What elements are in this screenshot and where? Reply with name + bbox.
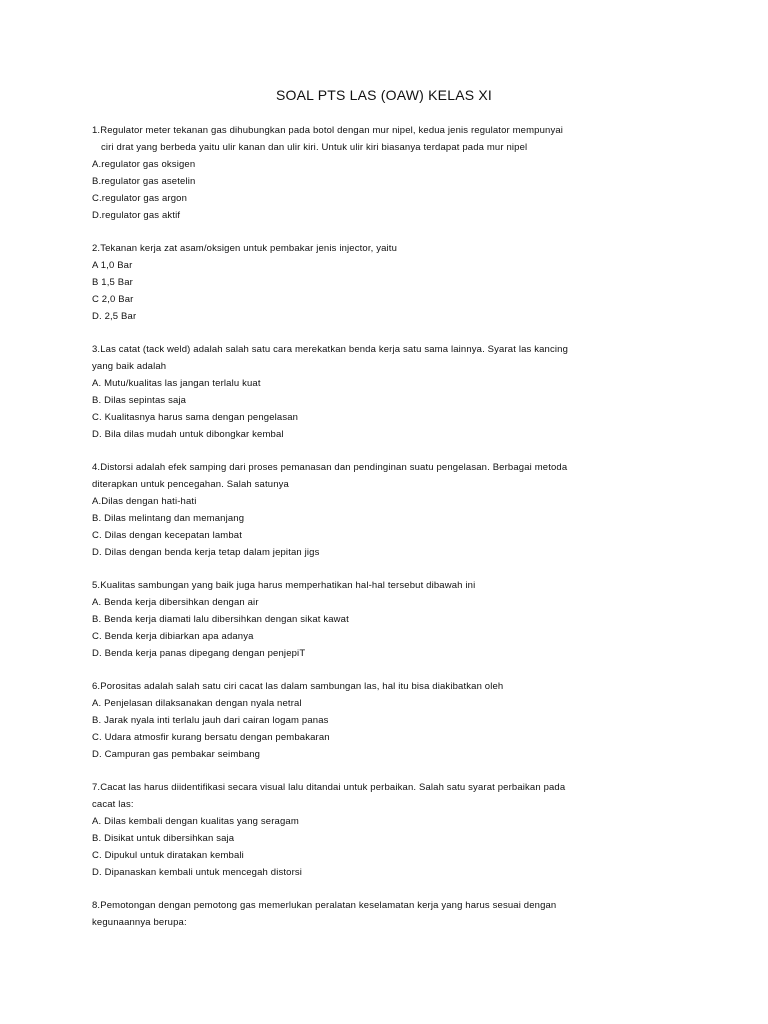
answer-option: A. Benda kerja dibersihkan dengan air: [92, 597, 259, 608]
question-6: [92, 678, 692, 763]
question-text: yang baik adalah: [92, 361, 167, 372]
answer-option: A.regulator gas oksigen: [92, 159, 196, 170]
answer-option: B. Disikat untuk dibersihkan saja: [92, 833, 235, 844]
question-7: [92, 779, 692, 881]
answer-option: B.regulator gas asetelin: [92, 176, 196, 187]
question-1: [92, 122, 692, 224]
answer-option: C 2,0 Bar: [92, 294, 134, 305]
answer-option: B. Benda kerja diamati lalu dibersihkan dengan sikat kawat: [92, 614, 349, 625]
question-text: 4.Distorsi adalah efek samping dari proses pemanasan dan pendinginan suatu pengelasan. Berbagai metoda: [92, 462, 568, 473]
answer-option: D. Dilas dengan benda kerja tetap dalam jepitan jigs: [92, 547, 320, 558]
answer-option: C. Benda kerja dibiarkan apa adanya: [92, 631, 254, 642]
answer-option: D. 2,5 Bar: [92, 311, 137, 322]
answer-option: B. Dilas sepintas saja: [92, 395, 187, 406]
question-text: 5.Kualitas sambungan yang baik juga harus memperhatikan hal-hal tersebut dibawah ini: [92, 580, 476, 591]
answer-option: B. Jarak nyala inti terlalu jauh dari cairan logam panas: [92, 715, 329, 726]
question-5: [92, 577, 692, 662]
question-3: [92, 341, 692, 443]
question-text: 6.Porositas adalah salah satu ciri cacat las dalam sambungan las, hal itu bisa diakibatkan oleh: [92, 681, 504, 692]
question-text: kegunaannya berupa:: [92, 917, 187, 928]
question-8: [92, 897, 692, 931]
answer-option: A 1,0 Bar: [92, 260, 133, 271]
answer-option: A. Dilas kembali dengan kualitas yang seragam: [92, 816, 299, 827]
question-text: ciri drat yang berbeda yaitu ulir kanan dan ulir kiri. Untuk ulir kiri biasanya terdapat pada mur nipel: [101, 142, 528, 153]
document-title: SOAL PTS LAS (OAW) KELAS XI: [276, 87, 492, 103]
answer-option: D. Dipanaskan kembali untuk mencegah distorsi: [92, 867, 303, 878]
answer-option: C. Udara atmosfir kurang bersatu dengan pembakaran: [92, 732, 330, 743]
question-4: [92, 459, 692, 561]
question-text: 3.Las catat (tack weld) adalah salah satu cara merekatkan benda kerja satu sama lainnya. Syarat las kancing: [92, 344, 568, 355]
answer-option: D. Bila dilas mudah untuk dibongkar kembal: [92, 429, 284, 440]
answer-option: B. Dilas melintang dan memanjang: [92, 513, 245, 524]
question-text: 1.Regulator meter tekanan gas dihubungkan pada botol dengan mur nipel, kedua jenis regulator mempunyai: [92, 125, 564, 136]
answer-option: D. Benda kerja panas dipegang dengan penjepiT: [92, 648, 306, 659]
answer-option: A. Mutu/kualitas las jangan terlalu kuat: [92, 378, 261, 389]
answer-option: C.regulator gas argon: [92, 193, 188, 204]
question-text: 8.Pemotongan dengan pemotong gas memerlukan peralatan keselamatan kerja yang harus sesuai dengan: [92, 900, 557, 911]
question-text: 7.Cacat las harus diidentifikasi secara visual lalu ditandai untuk perbaikan. Salah satu syarat perbaikan pada: [92, 782, 566, 793]
answer-option: C. Dilas dengan kecepatan lambat: [92, 530, 243, 541]
question-2: [92, 240, 692, 325]
answer-option: A.Dilas dengan hati-hati: [92, 496, 197, 507]
answer-option: B 1,5 Bar: [92, 277, 133, 288]
answer-option: D. Campuran gas pembakar seimbang: [92, 749, 261, 760]
answer-option: C. Dipukul untuk diratakan kembali: [92, 850, 244, 861]
question-text: 2.Tekanan kerja zat asam/oksigen untuk pembakar jenis injector, yaitu: [92, 243, 398, 254]
answer-option: A. Penjelasan dilaksanakan dengan nyala netral: [92, 698, 302, 709]
answer-option: D.regulator gas aktif: [92, 210, 181, 221]
question-text: diterapkan untuk pencegahan. Salah satunya: [92, 479, 289, 490]
question-text: cacat las:: [92, 799, 134, 810]
question-list: [92, 122, 692, 947]
answer-option: C. Kualitasnya harus sama dengan pengelasan: [92, 412, 299, 423]
